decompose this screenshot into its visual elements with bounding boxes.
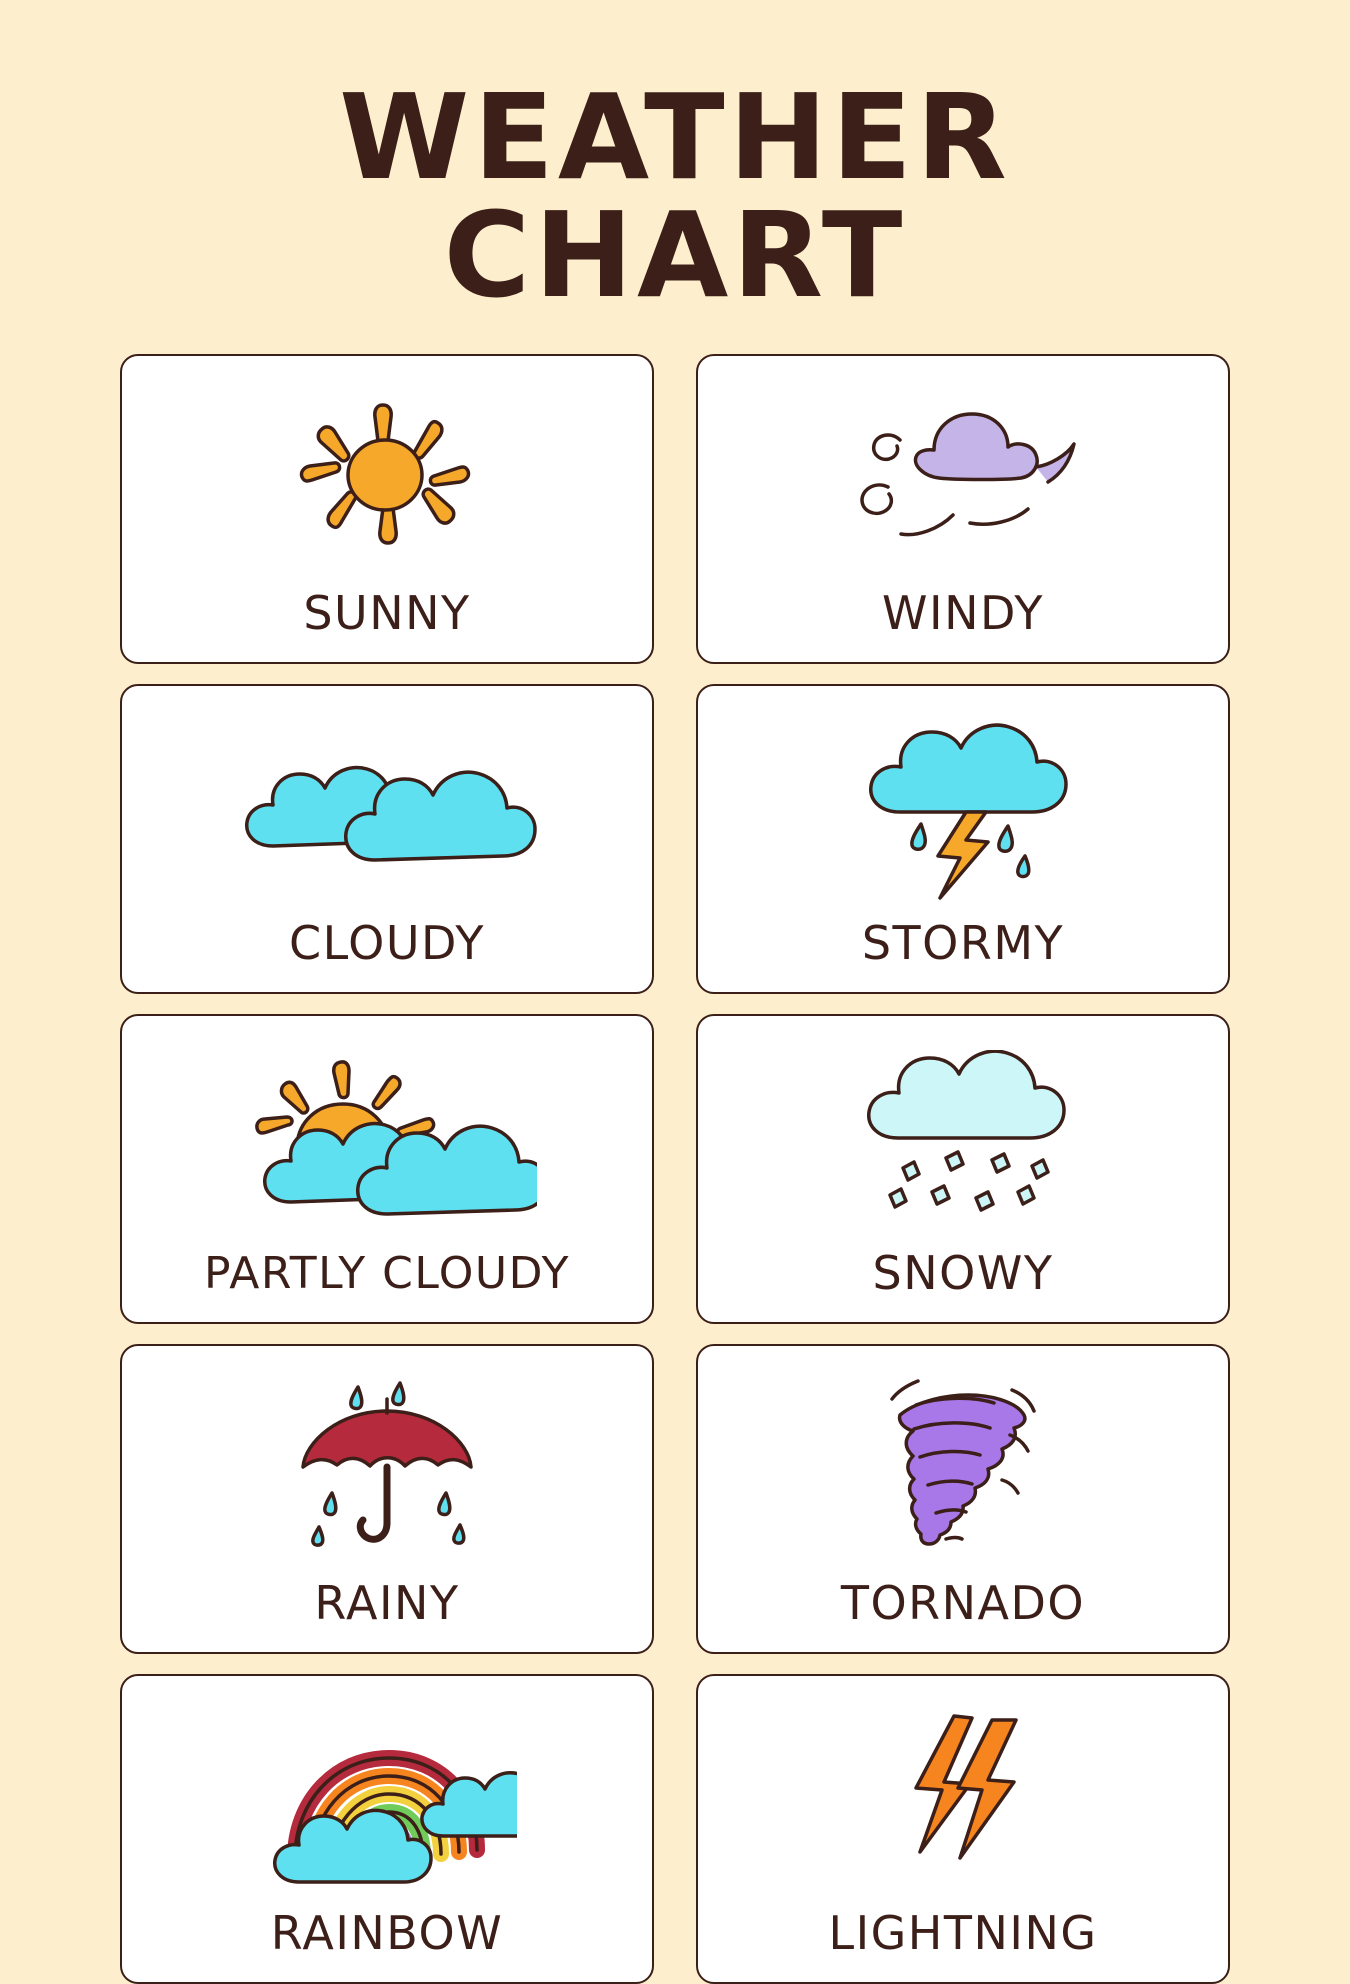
weather-card-snowy[interactable]	[696, 1014, 1230, 1324]
cloud-snow-icon	[698, 1030, 1228, 1250]
weather-card-label: SUNNY	[303, 586, 471, 640]
umbrella-rain-icon	[122, 1360, 652, 1580]
lightning-bolt-icon	[698, 1690, 1228, 1910]
weather-card-rainbow[interactable]	[120, 1674, 654, 1984]
weather-card-stormy[interactable]	[696, 684, 1230, 994]
weather-card-label: STORMY	[861, 916, 1065, 970]
cloud-lightning-icon	[698, 700, 1228, 920]
weather-card-label: RAINY	[314, 1576, 460, 1630]
weather-card-label: RAINBOW	[270, 1906, 504, 1960]
weather-card-label: CLOUDY	[289, 916, 485, 970]
weather-card-label: WINDY	[882, 586, 1044, 640]
tornado-icon	[698, 1360, 1228, 1580]
sun-icon	[122, 370, 652, 590]
weather-card-label: TORNADO	[840, 1576, 1086, 1630]
weather-card-windy[interactable]	[696, 354, 1230, 664]
weather-card-label: PARTLY CLOUDY	[204, 1248, 570, 1299]
weather-card-cloudy[interactable]	[120, 684, 654, 994]
weather-card-rainy[interactable]	[120, 1344, 654, 1654]
wind-icon	[698, 370, 1228, 590]
weather-card-grid	[120, 354, 1230, 1984]
cloud-icon	[122, 700, 652, 920]
page-title: WEATHER CHART	[339, 68, 1011, 324]
rainbow-cloud-icon	[122, 1690, 652, 1910]
weather-card-label: LIGHTNING	[828, 1906, 1098, 1960]
weather-card-sunny[interactable]	[120, 354, 654, 664]
sun-cloud-icon	[122, 1030, 652, 1252]
weather-card-partly-cloudy[interactable]	[120, 1014, 654, 1324]
weather-card-label: SNOWY	[872, 1246, 1054, 1300]
weather-card-lightning[interactable]	[696, 1674, 1230, 1984]
weather-card-tornado[interactable]	[696, 1344, 1230, 1654]
